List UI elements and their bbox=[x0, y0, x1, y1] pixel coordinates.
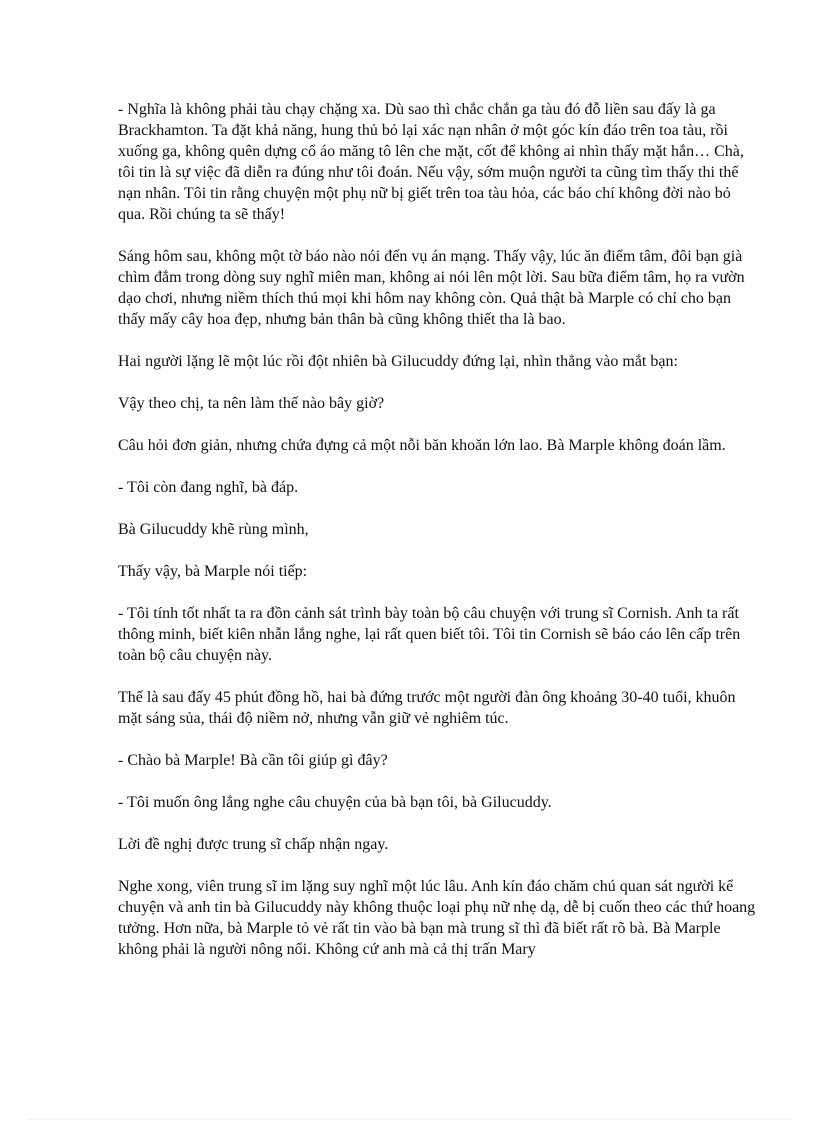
paragraph: Câu hỏi đơn giản, nhưng chứa đựng cả một nỗi băn khoăn lớn lao. Bà Marple không đoán lầm. bbox=[118, 437, 726, 454]
paragraph: - Tôi muốn ông lắng nghe câu chuyện của bà bạn tôi, bà Gilucuddy. bbox=[118, 794, 552, 811]
paragraph: Nghe xong, viên trung sĩ im lặng suy nghĩ một lúc lâu. Anh kín đáo chăm chú quan sát người kể chuyện và anh tin bà Gilucuddy này không thuộc loại phụ nữ nhẹ dạ, dễ bị cuốn theo các thứ hoang tưởng. Hơn nữa, bà Marple tỏ vẻ rất tin vào bà bạn mà trung sĩ thì đã biết rất rõ bà. Bà Marple không phải là người nông nổi. Không cứ anh mà cả thị trấn Mary bbox=[118, 878, 756, 958]
paragraph: Hai người lặng lẽ một lúc rồi đột nhiên bà Gilucuddy đứng lại, nhìn thẳng vào mắt bạn: bbox=[118, 353, 678, 370]
page-bottom-divider bbox=[28, 1119, 792, 1120]
paragraph: - Chào bà Marple! Bà cần tôi giúp gì đây? bbox=[118, 752, 388, 769]
paragraph: - Nghĩa là không phải tàu chạy chặng xa. Dù sao thì chắc chắn ga tàu đó đỗ liền sau đấy là ga Brackhamton. Ta đặt khả năng, hung thủ bỏ lại xác nạn nhân ở một góc kín đáo trên toa tàu, rồi xuống ga, không quên dựng cổ áo măng tô lên che mặt, cốt để không ai nhìn thấy mặt hắn… Chà, tôi tin là sự việc đã diễn ra đúng như tôi đoán. Nếu vậy, sớm muộn người ta cũng tìm thấy thi thể nạn nhân. Tôi tin rằng chuyện một phụ nữ bị giết trên toa tàu hỏa, các báo chí không đời nào bỏ qua. Rồi chúng ta sẽ thấy! bbox=[118, 101, 744, 223]
paragraph: Thế là sau đấy 45 phút đồng hồ, hai bà đứng trước một người đàn ông khoảng 30-40 tuổi, khuôn mặt sáng sủa, thái độ niềm nở, nhưng vẫn giữ vẻ nghiêm túc. bbox=[118, 689, 736, 727]
paragraph: - Tôi còn đang nghĩ, bà đáp. bbox=[118, 479, 299, 496]
paragraph: Vậy theo chị, ta nên làm thế nào bây giờ? bbox=[118, 395, 385, 412]
document-body bbox=[118, 99, 758, 981]
paragraph: Lời đề nghị được trung sĩ chấp nhận ngay. bbox=[118, 836, 389, 853]
paragraph: Sáng hôm sau, không một tờ báo nào nói đến vụ án mạng. Thấy vậy, lúc ăn điểm tâm, đôi bạn già chìm đắm trong dòng suy nghĩ miên man, không ai nói lên một lời. Sau bữa điểm tâm, họ ra vườn dạo chơi, nhưng niềm thích thú mọi khi hôm nay không còn. Quả thật bà Marple có chỉ cho bạn thấy mấy cây hoa đẹp, nhưng bản thân bà cũng không thiết tha là bao. bbox=[118, 248, 745, 328]
paragraph: Bà Gilucuddy khẽ rùng mình, bbox=[118, 521, 309, 538]
paragraph: Thấy vậy, bà Marple nói tiếp: bbox=[118, 563, 308, 580]
paragraph: - Tôi tính tốt nhất ta ra đồn cảnh sát trình bày toàn bộ câu chuyện với trung sĩ Cornish. Anh ta rất thông minh, biết kiên nhẫn lắng nghe, lại rất quen biết tôi. Tôi tin Cornish sẽ báo cáo lên cấp trên toàn bộ câu chuyện này. bbox=[118, 605, 741, 664]
